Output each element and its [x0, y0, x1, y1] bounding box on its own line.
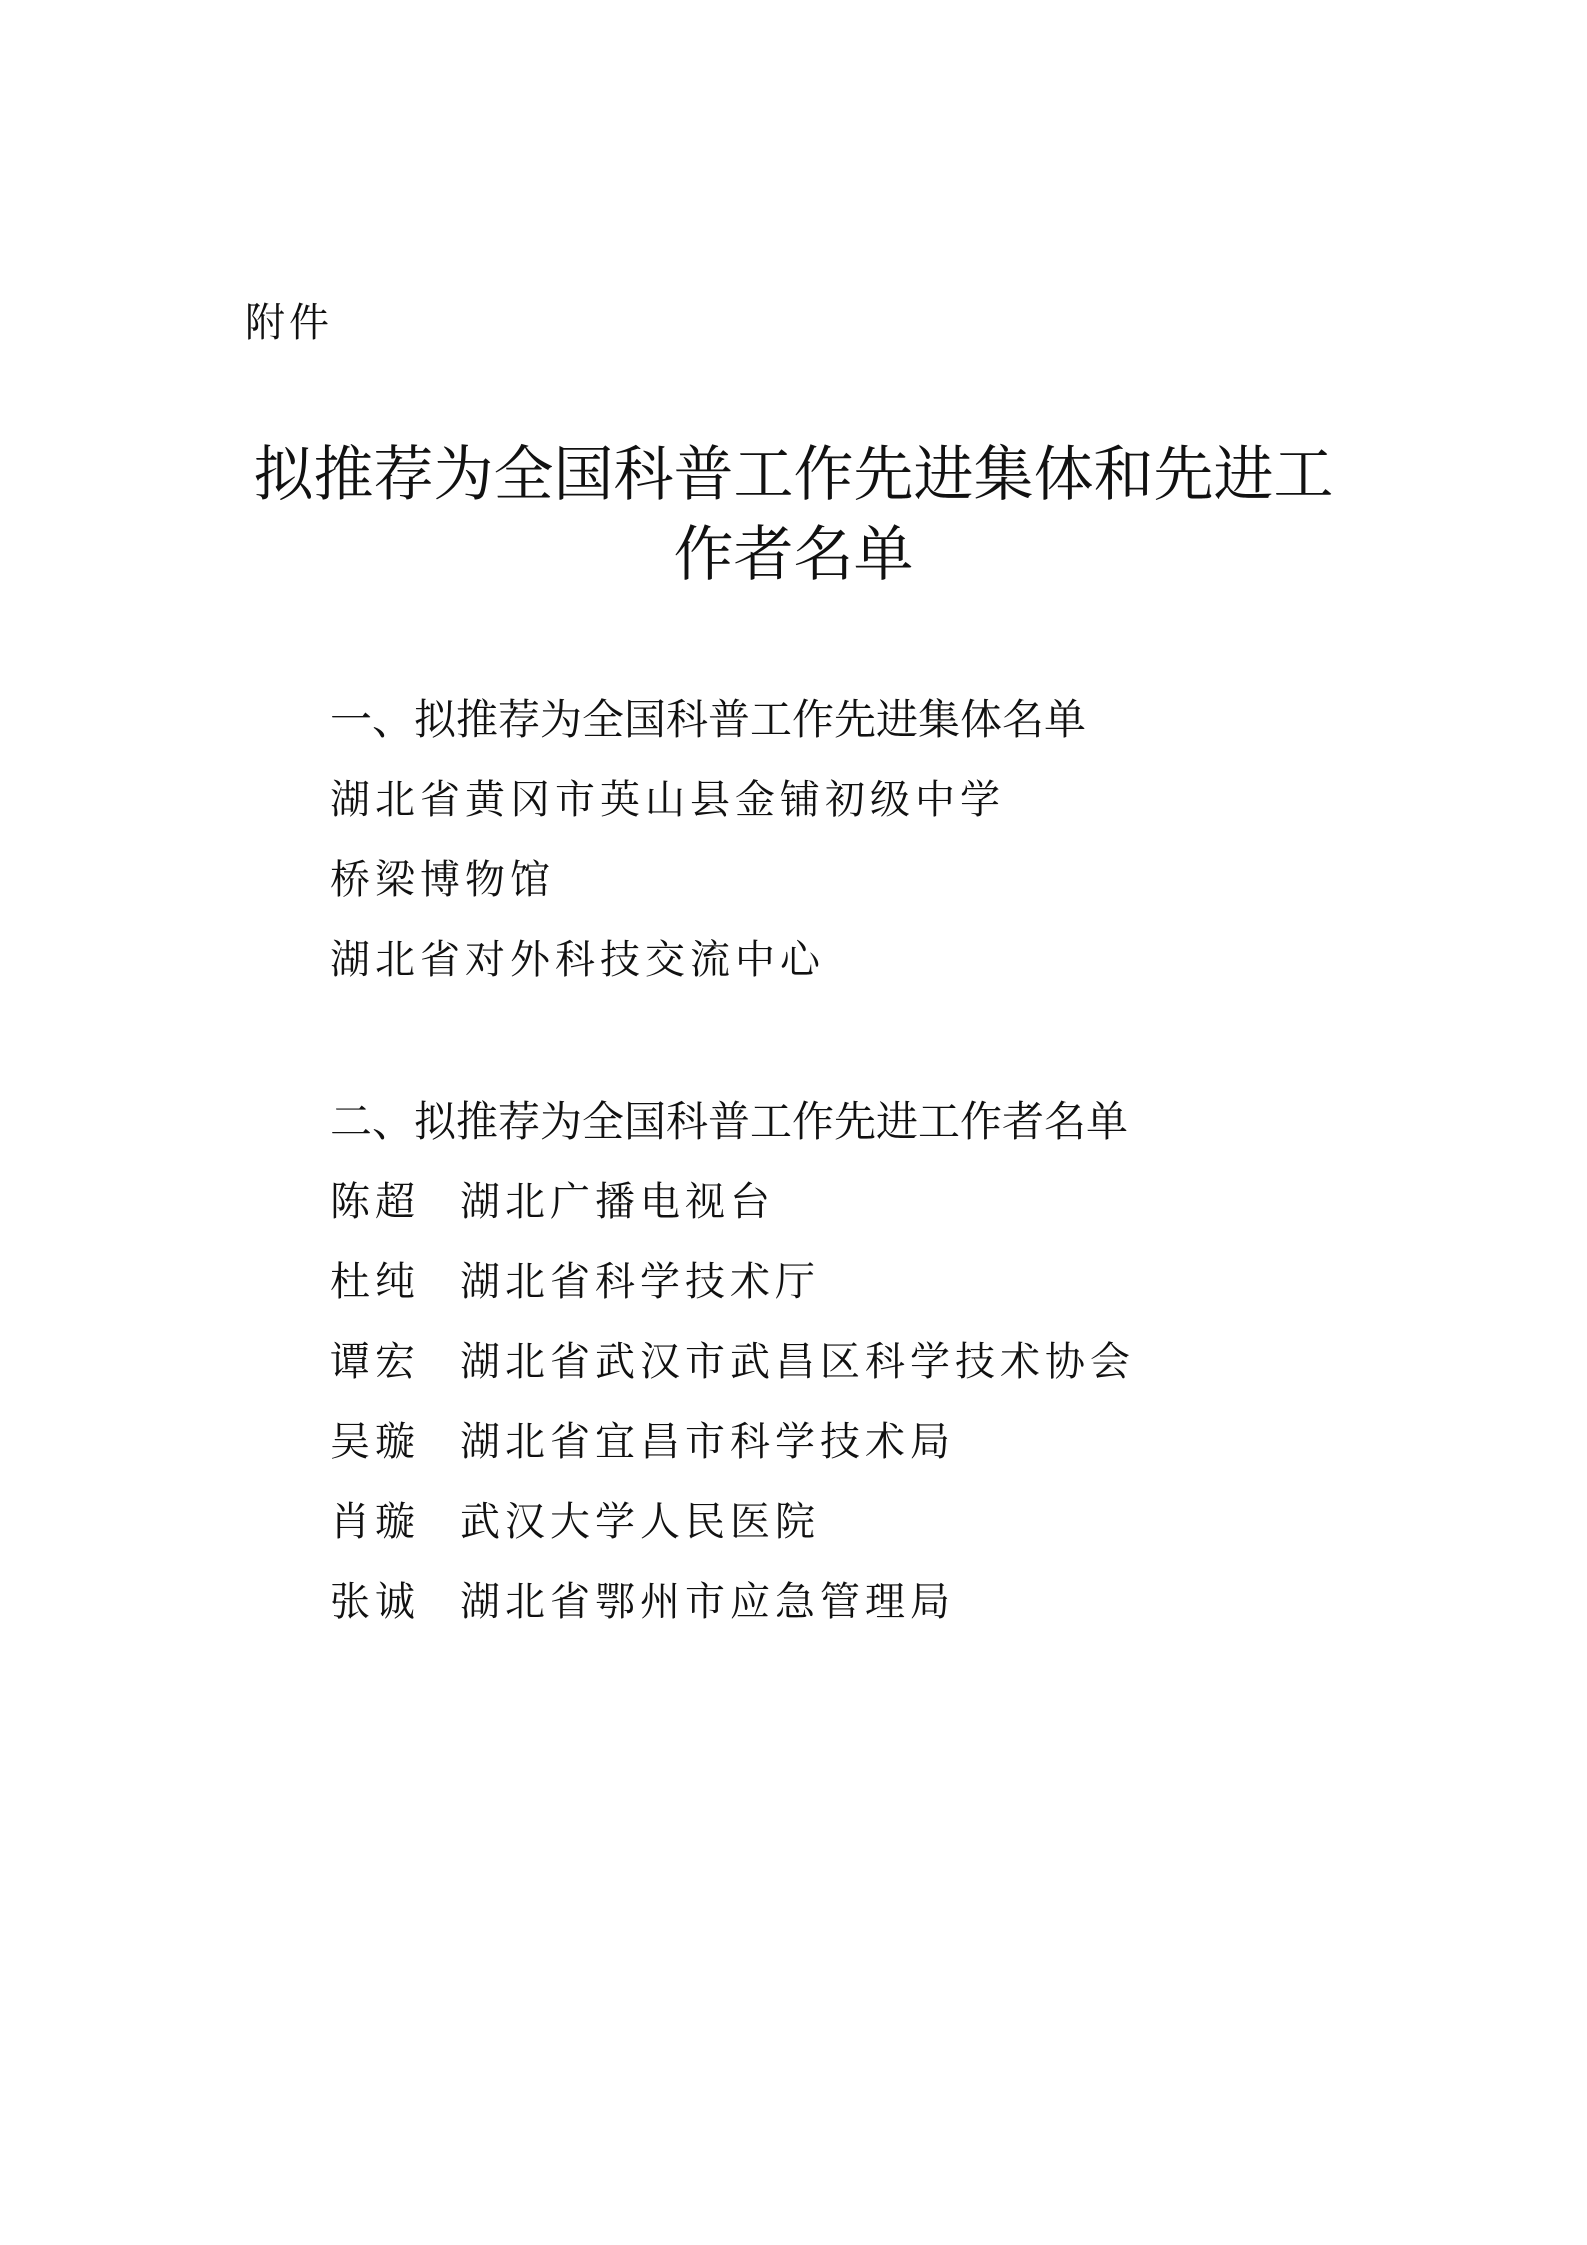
person-organization: 湖北广播电视台	[460, 1179, 775, 1225]
section-collectives	[330, 690, 1430, 1010]
section-individuals	[330, 1092, 1430, 1652]
individual-item	[330, 1252, 1430, 1312]
document-title	[200, 435, 1387, 595]
person-organization: 湖北省科学技术厅	[460, 1259, 820, 1305]
person-name: 陈超	[330, 1179, 420, 1225]
individual-item	[330, 1572, 1430, 1632]
person-name: 杜纯	[330, 1259, 420, 1305]
individual-item	[330, 1412, 1430, 1472]
document-title-line-2: 作者名单	[673, 520, 914, 590]
individual-item	[330, 1492, 1430, 1552]
individual-item	[330, 1172, 1430, 1232]
section-heading-collectives: 一、拟推荐为全国科普工作先进集体名单	[330, 695, 1087, 744]
person-name: 张诚	[330, 1579, 420, 1625]
collective-item: 湖北省黄冈市英山县金铺初级中学	[330, 777, 1005, 823]
person-organization: 湖北省武汉市武昌区科学技术协会	[460, 1339, 1135, 1385]
individual-item	[330, 1332, 1430, 1392]
collective-item: 桥梁博物馆	[330, 857, 555, 903]
attachment-label: 附件	[245, 300, 333, 346]
section-heading-individuals: 二、拟推荐为全国科普工作先进工作者名单	[330, 1097, 1129, 1146]
collective-item: 湖北省对外科技交流中心	[330, 937, 825, 983]
person-name: 谭宏	[330, 1339, 420, 1385]
person-name: 肖璇	[330, 1499, 420, 1545]
person-name: 吴璇	[330, 1419, 420, 1465]
person-organization: 湖北省鄂州市应急管理局	[460, 1579, 955, 1625]
document-title-line-1: 拟推荐为全国科普工作先进集体和先进工	[253, 440, 1334, 510]
person-organization: 武汉大学人民医院	[460, 1499, 820, 1545]
person-organization: 湖北省宜昌市科学技术局	[460, 1419, 955, 1465]
